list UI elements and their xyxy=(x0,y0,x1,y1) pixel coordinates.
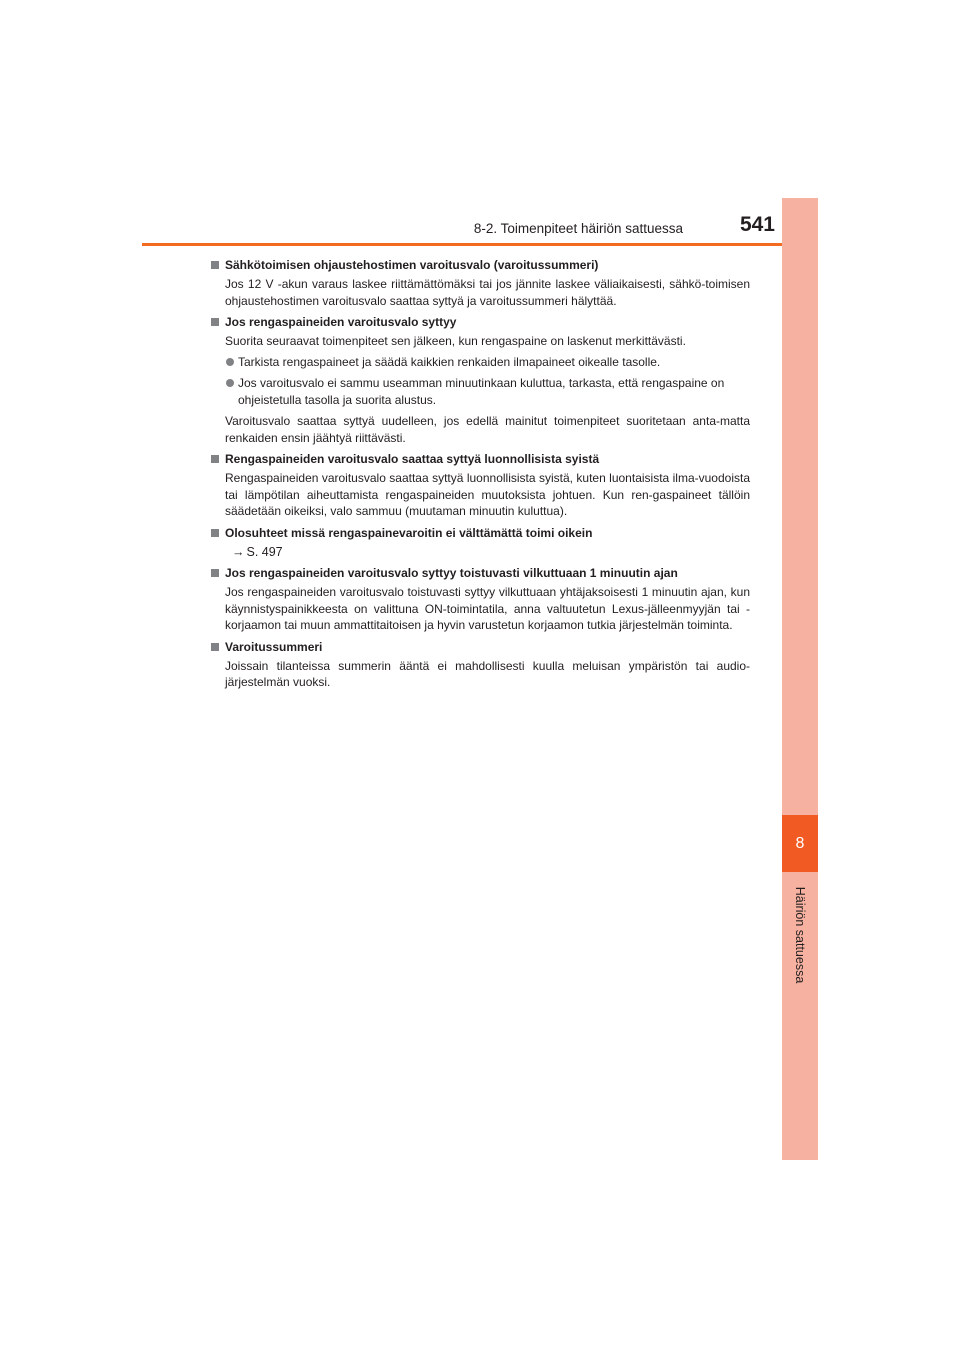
paragraph: Jos 12 V -akun varaus laskee riittämättömäksi tai jos jännite laskee väliaikaisesti, sähkö-toimisen ohjaustehostimen varoitusvalo saattaa syttyä ja varoitussummeri hälyttää. xyxy=(225,277,750,308)
list-item: Jos varoitusvalo ei sammu useamman minuutinkaan kuluttua, tarkasta, että rengaspaine on ohjeistetulla tasolla ja suorita alustus. xyxy=(210,375,750,408)
square-bullet-icon xyxy=(211,455,219,463)
chapter-side-tab xyxy=(782,198,818,1160)
section-warning-buzzer xyxy=(210,638,750,691)
square-bullet-icon xyxy=(211,643,219,651)
running-header-title: 8-2. Toimenpiteet häiriön sattuessa xyxy=(473,221,683,236)
section-conditions xyxy=(210,524,750,561)
page-number: 541 xyxy=(739,213,775,236)
chapter-label: Häiriön sattuessa xyxy=(793,886,807,984)
section-heading: Rengaspaineiden varoitusvalo saattaa syttyä luonnollisista syistä xyxy=(210,450,750,468)
round-bullet-icon xyxy=(226,358,234,366)
section-heading: Olosuhteet missä rengaspainevaroitin ei välttämättä toimi oikein xyxy=(210,524,750,542)
section-natural-causes xyxy=(210,450,750,520)
arrow-right-icon: → xyxy=(232,544,245,559)
page-content xyxy=(210,256,750,695)
header-divider xyxy=(142,243,818,246)
section-heading: Jos rengaspaineiden varoitusvalo syttyy xyxy=(210,313,750,331)
paragraph: Rengaspaineiden varoitusvalo saattaa syttyä luonnollisista syistä, kuten luontaisista ilma-vuodoista tai lämpötilan aiheuttamista rengaspaineiden muutoksista johtuen. Kun ren-gaspaineet tällöin säädetään oikeiksi, valo sammuu (muutaman minuutin kuluttua). xyxy=(225,471,750,518)
paragraph: Joissain tilanteissa summerin ääntä ei mahdollisesti kuulla meluisan ympäristön tai audio-järjestelmän vuoksi. xyxy=(225,658,750,689)
section-tire-pressure-warning xyxy=(210,313,750,446)
square-bullet-icon xyxy=(211,529,219,537)
square-bullet-icon xyxy=(211,318,219,326)
round-bullet-icon xyxy=(226,379,234,387)
paragraph: Suorita seuraavat toimenpiteet sen jälkeen, kun rengaspaine on laskenut merkittävästi. xyxy=(225,334,686,348)
section-heading: Sähkötoimisen ohjaustehostimen varoitusvalo (varoitussummeri) xyxy=(210,256,750,274)
page-reference-link[interactable]: → S. 497 xyxy=(232,544,283,559)
chapter-number-tab xyxy=(782,815,818,872)
chapter-number: 8 xyxy=(795,834,805,852)
section-power-steering xyxy=(210,256,750,309)
square-bullet-icon xyxy=(211,569,219,577)
section-repeated-warning xyxy=(210,564,750,634)
paragraph: Jos rengaspaineiden varoitusvalo toistuvasti syttyy vilkuttuaan yhtäjaksoisesti 1 minuutin ajan, kun käynnistyspainikkeesta on valittuna ON-toimintatila, anna valtuutetun Lexus-jälleenmyyjän tai -korjaamon tai muun ammattitaitoisen ja hyvin varustetun korjaamon tutkia järjestelmän toiminta. xyxy=(225,585,750,632)
list-item: Tarkista rengaspaineet ja säädä kaikkien renkaiden ilmapaineet oikealle tasolle. xyxy=(210,354,750,371)
paragraph: Varoitusvalo saattaa syttyä uudelleen, jos edellä mainitut toimenpiteet suoritetaan anta-matta renkaiden ensin jäähtyä riittävästi. xyxy=(225,414,750,445)
square-bullet-icon xyxy=(211,261,219,269)
section-heading: Varoitussummeri xyxy=(210,638,750,656)
section-heading: Jos rengaspaineiden varoitusvalo syttyy toistuvasti vilkuttuaan 1 minuutin ajan xyxy=(210,564,750,582)
